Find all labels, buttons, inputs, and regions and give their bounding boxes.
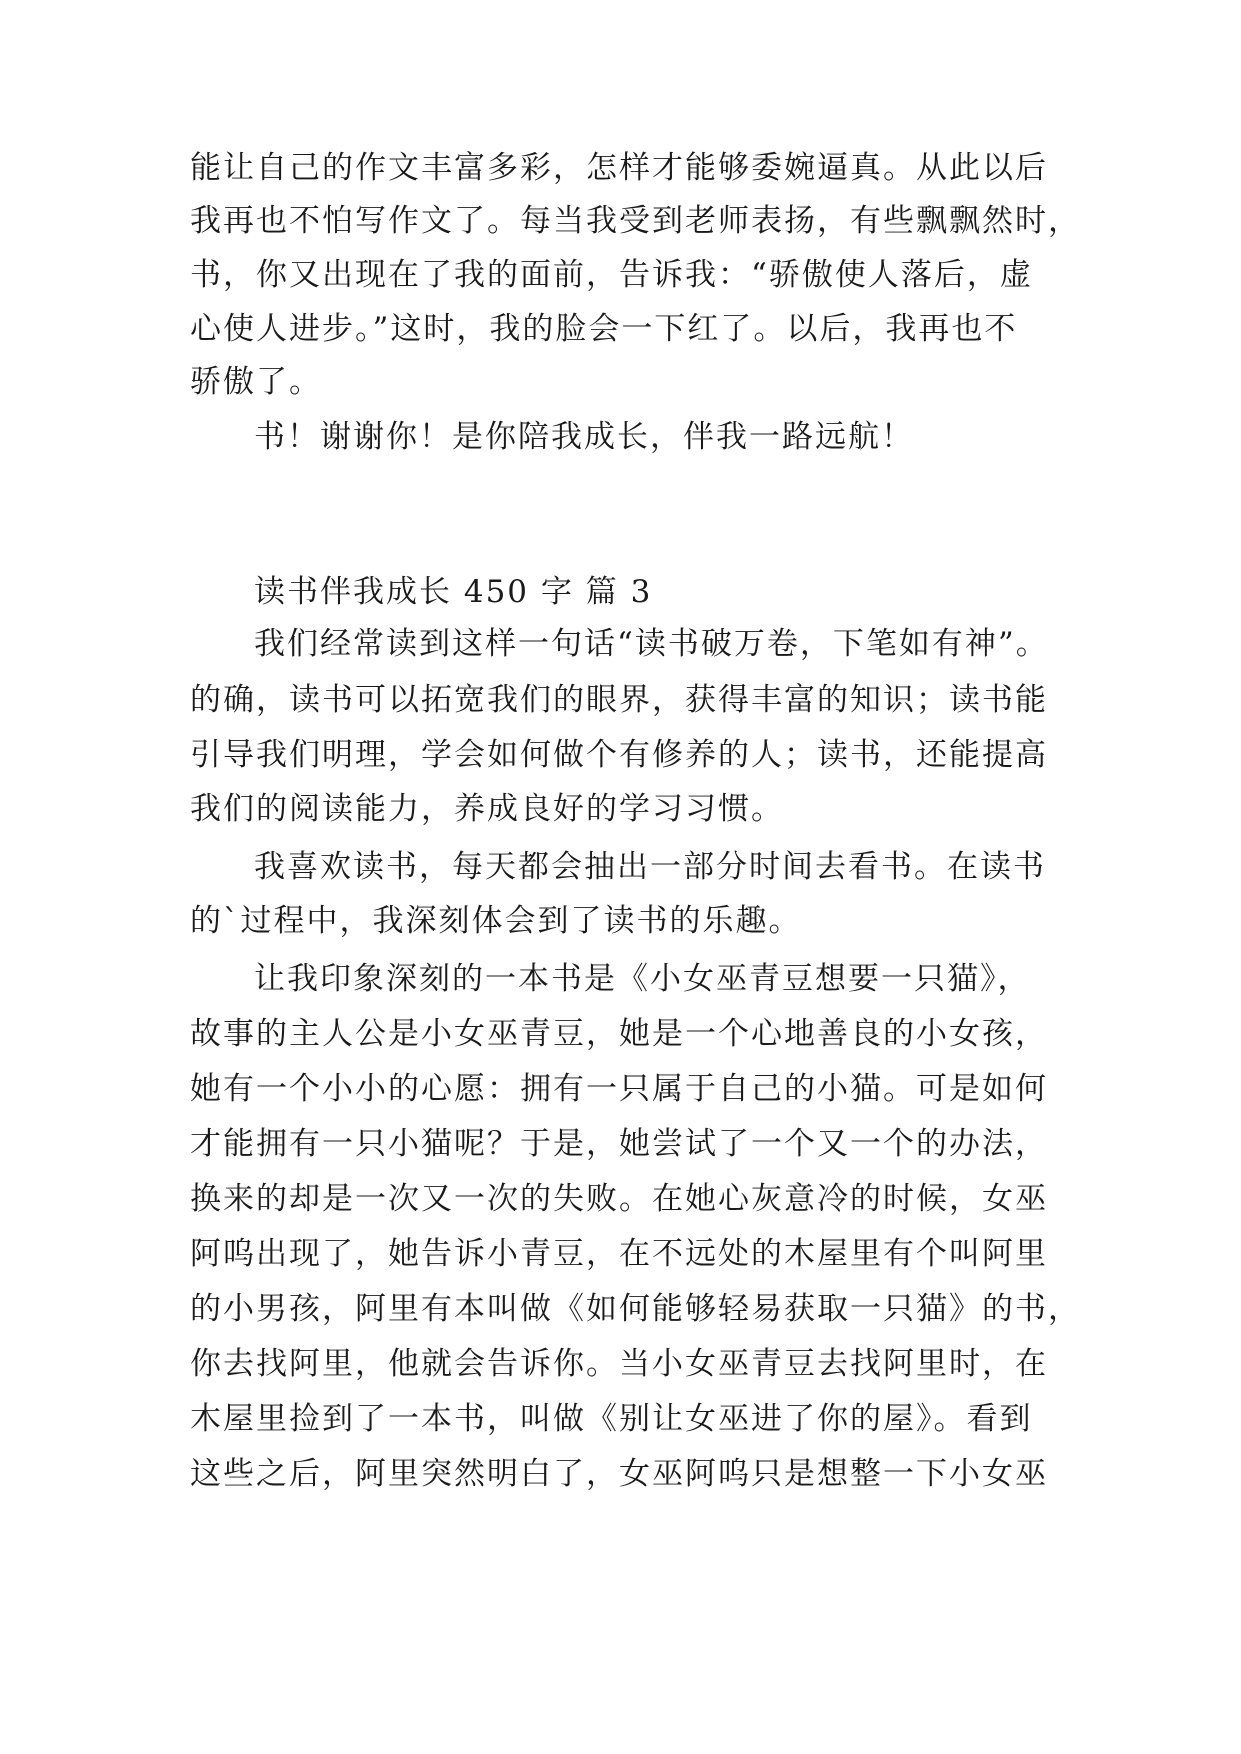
text-line-8: 我们经常读到这样一句话“读书破万卷，下笔如有神”。 xyxy=(254,626,1049,662)
section-heading: 读书伴我成长 450 字 篇 3 xyxy=(254,574,653,610)
text-line-16: 她有一个小小的心愿：拥有一只属于自己的小猫。可是如何 xyxy=(190,1071,1048,1107)
text-line-19: 阿呜出现了，她告诉小青豆，在不远处的木屋里有个叫阿里 xyxy=(190,1236,1048,1272)
text-line-1: 能让自己的作文丰富多彩，怎样才能够委婉逼真。从此以后 xyxy=(190,150,1048,186)
text-line-21: 你去找阿里，他就会告诉你。当小女巫青豆去找阿里时，在 xyxy=(190,1346,1048,1382)
text-line-15: 故事的主人公是小女巫青豆，她是一个心地善良的小女孩， xyxy=(190,1016,1048,1052)
text-line-12: 我喜欢读书，每天都会抽出一部分时间去看书。在读书 xyxy=(254,849,1046,885)
text-line-2: 我再也不怕写作文了。每当我受到老师表扬，有些飘飘然时， xyxy=(190,203,1081,239)
paragraph-thanks: 书！谢谢你！是你陪我成长，伴我一路远航！ xyxy=(254,419,914,455)
text-line-14: 让我印象深刻的一本书是《小女巫青豆想要一只猫》， xyxy=(254,961,1031,997)
text-line-4: 心使人进步。”这时，我的脸会一下红了。以后，我再也不 xyxy=(190,311,1018,347)
text-line-17: 才能拥有一只小猫呢？于是，她尝试了一个又一个的办法， xyxy=(190,1126,1048,1162)
text-line-13: 的`过程中，我深刻体会到了读书的乐趣。 xyxy=(190,903,802,939)
text-line-5: 骄傲了。 xyxy=(190,364,322,400)
text-line-3: 书，你又出现在了我的面前，告诉我：“骄傲使人落后，虚 xyxy=(190,257,1033,293)
text-line-22: 木屋里捡到了一本书，叫做《别让女巫进了你的屋》。看到 xyxy=(190,1401,1033,1437)
text-line-18: 换来的却是一次又一次的失败。在她心灰意冷的时候，女巫 xyxy=(190,1181,1048,1217)
text-line-20: 的小男孩，阿里有本叫做《如何能够轻易获取一只猫》的书， xyxy=(190,1291,1081,1327)
text-line-11: 我们的阅读能力，养成良好的学习习惯。 xyxy=(190,791,784,827)
text-line-23: 这些之后，阿里突然明白了，女巫阿呜只是想整一下小女巫 xyxy=(190,1456,1048,1492)
text-line-10: 引导我们明理，学会如何做个有修养的人；读书，还能提高 xyxy=(190,737,1048,773)
text-line-9: 的确，读书可以拓宽我们的眼界，获得丰富的知识；读书能 xyxy=(190,682,1048,718)
